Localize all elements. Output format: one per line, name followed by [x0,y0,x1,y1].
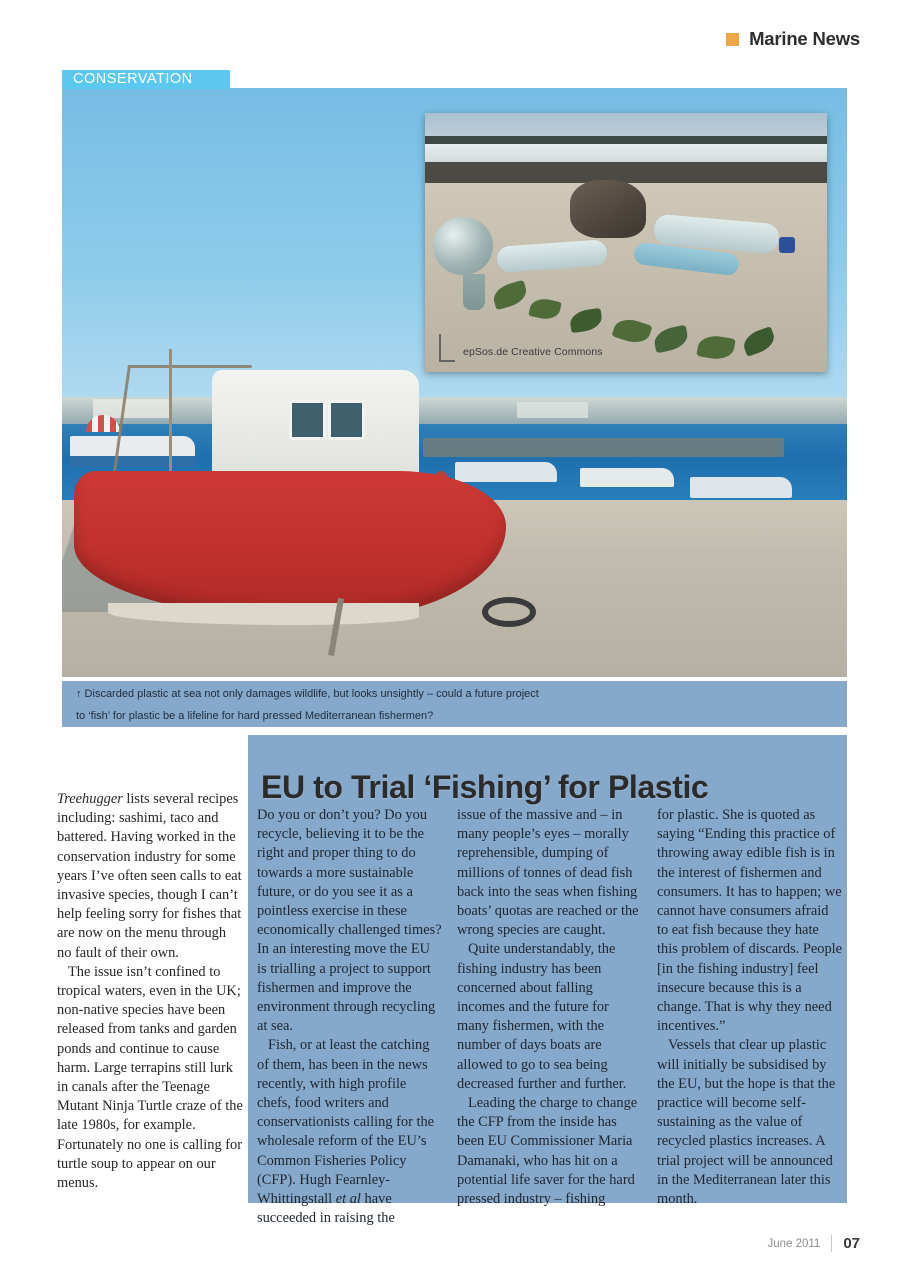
paragraph [57,790,243,963]
inset-debris-sack [570,180,646,238]
photo-boat-keel [108,603,419,624]
photo-boat-window [289,400,326,439]
issue-date: June 2011 [767,1237,821,1250]
inset-photo-beach-plastic [425,113,827,372]
paragraph: Do you or don’t you? Do you recycle, believing it to be the right and proper thing to do towards a more sustainable future, or do you see it as a pointless exercise in these economically challenged times? In an interesting move the EU is trialling a project to support fishermen and improve the environment through recycling at sea. [257,807,442,1035]
masthead-title: Marine News [749,28,860,49]
publication-name: Treehugger [57,791,123,807]
photo-boat-window [328,400,365,439]
article-headline: EU to Trial ‘Fishing’ for Plastic [261,769,709,806]
paragraph-text: lists several recipes including: sashimi, taco and battered. Having worked in the conservation industry for some years I’ve often seen calls to eat invasive species, though I can’t help feeling sorry for fishes that are now on the menu through no fault of their own. [57,791,242,961]
page-number: 07 [843,1235,860,1252]
inset-photo-credit: epSos.de Creative Commons [463,346,603,358]
photo-caption-band [62,681,847,727]
paragraph-text: have succeeded in raising the [257,1191,395,1227]
masthead [726,28,860,50]
paragraph: Quite understandably, the fishing industry has been concerned about falling incomes and the future for many fishermen, with the number of days boats are allowed to go to sea being decreased further and further. [457,941,627,1092]
paragraph: issue of the massive and – in many people’s eyes – morally reprehensible, dumping of millions of tonnes of dead fish back into the seas when fishing boats’ quotas are reached or the wrong species are caught. [457,807,639,939]
inset-corner-mark-icon [439,334,455,362]
article-columns [57,790,847,1227]
photo-caption-line-2: to ‘fish’ for plastic be a lifeline for hard pressed Mediterranean fishermen? [76,710,434,722]
article-column-3 [457,790,643,1208]
photo-red-fishing-boat [74,365,506,630]
inset-glass-float [433,217,493,275]
article-column-2 [257,790,443,1227]
photo-background-boat [690,477,792,498]
page-footer [767,1235,860,1252]
inset-bottle-cap [779,237,795,253]
inset-glass-float-neck [463,274,485,310]
photo-background-boat [580,468,674,487]
photo-caption-line-1: ↑ Discarded plastic at sea not only damages wildlife, but looks unsightly – could a future project [76,688,539,700]
paragraph: The issue isn’t confined to tropical waters, even in the UK; non-native species have been released from tanks and garden ponds and continue to cause harm. Large terrapins still lurk in canals after the Teenage Mutant Ninja Turtle craze of the late 1980s, for example. Fortunately no one is calling for turtle soup to appear on our menus. [57,963,243,1192]
paragraph: Vessels that clear up plastic will initially be subsidised by the EU, but the hope is that the practice will become self-sustaining as the value of recycled plastics increases. A trial project will be announced in the Mediterranean later this month. [657,1037,836,1208]
article-column-1 [57,790,243,1200]
paragraph [257,1036,443,1228]
paragraph: for plastic. She is quoted as saying “Ending this practice of throwing away edible fish is in the interest of fishermen and consumers. It has to happen; we cannot have consumers afraid to eat fish because they hate this problem of discards. People [in the fishing industry] feel insecure because this is a change. That is why they need incentives.” [657,807,843,1035]
latin-phrase: et al [335,1191,361,1208]
paragraph: Leading the charge to change the CFP from the inside has been EU Commissioner Maria Damanaki, who has hit on a potential life saver for the hard pressed industry – fishing [457,1095,638,1208]
footer-divider [831,1235,832,1252]
section-tag-conservation: CONSERVATION [62,70,230,89]
photo-boat-hull [74,471,506,619]
article-column-4 [657,790,843,1208]
square-bullet-icon [726,33,739,46]
paragraph-text: Fish, or at least the catching of them, has been in the news recently, with high profile chefs, food writers and conservationists calling for the wholesale reform of the EU’s Common Fisheries Policy (CFP). Hugh Fearnley-Whittingstall [257,1037,435,1208]
